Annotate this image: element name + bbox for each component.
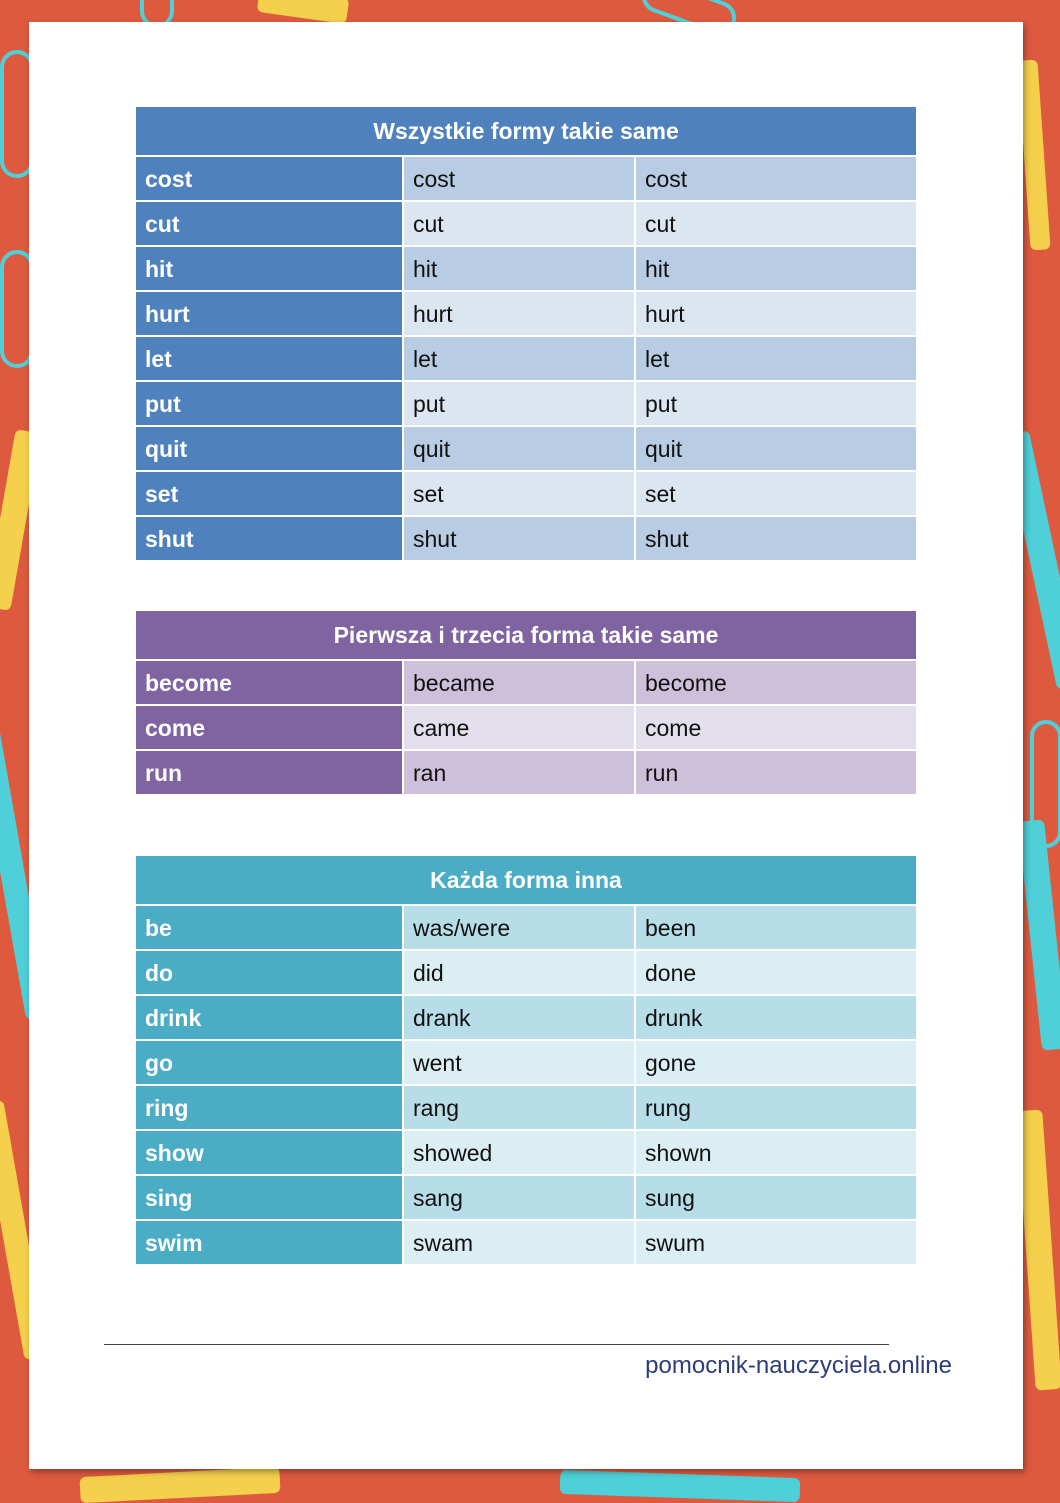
past-simple-cell: rang: [403, 1085, 635, 1130]
base-form-cell: go: [136, 1040, 403, 1085]
table-row: [136, 246, 916, 291]
table-row: [136, 1130, 916, 1175]
base-form-cell: swim: [136, 1220, 403, 1265]
past-simple-cell: swam: [403, 1220, 635, 1265]
past-simple-cell: did: [403, 950, 635, 995]
table-row: [136, 201, 916, 246]
base-form-cell: come: [136, 705, 403, 750]
verb-table-first-third-same: [136, 611, 916, 796]
base-form-cell: run: [136, 750, 403, 795]
base-form-cell: cost: [136, 156, 403, 201]
base-form-cell: drink: [136, 995, 403, 1040]
base-form-cell: let: [136, 336, 403, 381]
past-simple-cell: let: [403, 336, 635, 381]
past-participle-cell: quit: [635, 426, 916, 471]
past-participle-cell: gone: [635, 1040, 916, 1085]
table-title: Każda forma inna: [136, 856, 916, 905]
worksheet-page: [29, 22, 1023, 1469]
paperclip-decoration: [1030, 720, 1060, 848]
past-participle-cell: sung: [635, 1175, 916, 1220]
table-row: [136, 381, 916, 426]
past-simple-cell: drank: [403, 995, 635, 1040]
base-form-cell: put: [136, 381, 403, 426]
base-form-cell: set: [136, 471, 403, 516]
pencil-decoration: [560, 1470, 801, 1502]
past-participle-cell: set: [635, 471, 916, 516]
table-row: [136, 1175, 916, 1220]
verb-table-all-different: [136, 856, 916, 1266]
table-row: [136, 660, 916, 705]
past-participle-cell: hurt: [635, 291, 916, 336]
footer-website: pomocnik-nauczyciela.online: [645, 1352, 952, 1379]
past-simple-cell: quit: [403, 426, 635, 471]
pencil-decoration: [79, 1467, 280, 1503]
past-participle-cell: let: [635, 336, 916, 381]
table-row: [136, 426, 916, 471]
past-participle-cell: shown: [635, 1130, 916, 1175]
past-participle-cell: put: [635, 381, 916, 426]
table-row: [136, 516, 916, 561]
table-row: [136, 950, 916, 995]
past-participle-cell: hit: [635, 246, 916, 291]
past-participle-cell: shut: [635, 516, 916, 561]
base-form-cell: be: [136, 905, 403, 950]
footer-divider: [104, 1344, 889, 1345]
past-simple-cell: set: [403, 471, 635, 516]
past-simple-cell: hit: [403, 246, 635, 291]
past-participle-cell: become: [635, 660, 916, 705]
table-row: [136, 336, 916, 381]
past-simple-cell: ran: [403, 750, 635, 795]
table-row: [136, 156, 916, 201]
past-simple-cell: cut: [403, 201, 635, 246]
base-form-cell: show: [136, 1130, 403, 1175]
past-participle-cell: swum: [635, 1220, 916, 1265]
table-title: Pierwsza i trzecia forma takie same: [136, 611, 916, 660]
past-participle-cell: run: [635, 750, 916, 795]
base-form-cell: sing: [136, 1175, 403, 1220]
past-simple-cell: became: [403, 660, 635, 705]
base-form-cell: do: [136, 950, 403, 995]
past-participle-cell: been: [635, 905, 916, 950]
past-simple-cell: sang: [403, 1175, 635, 1220]
table-row: [136, 1220, 916, 1265]
table-row: [136, 291, 916, 336]
base-form-cell: ring: [136, 1085, 403, 1130]
past-participle-cell: drunk: [635, 995, 916, 1040]
past-participle-cell: cost: [635, 156, 916, 201]
verb-table-all-same: [136, 107, 916, 562]
table-row: [136, 705, 916, 750]
table-row: [136, 1085, 916, 1130]
past-simple-cell: went: [403, 1040, 635, 1085]
past-simple-cell: put: [403, 381, 635, 426]
base-form-cell: hurt: [136, 291, 403, 336]
past-participle-cell: rung: [635, 1085, 916, 1130]
table-title: Wszystkie formy takie same: [136, 107, 916, 156]
base-form-cell: hit: [136, 246, 403, 291]
base-form-cell: become: [136, 660, 403, 705]
base-form-cell: cut: [136, 201, 403, 246]
past-participle-cell: come: [635, 705, 916, 750]
table-row: [136, 471, 916, 516]
past-simple-cell: cost: [403, 156, 635, 201]
past-simple-cell: was/were: [403, 905, 635, 950]
past-simple-cell: hurt: [403, 291, 635, 336]
base-form-cell: shut: [136, 516, 403, 561]
base-form-cell: quit: [136, 426, 403, 471]
past-simple-cell: came: [403, 705, 635, 750]
table-row: [136, 1040, 916, 1085]
table-row: [136, 905, 916, 950]
past-simple-cell: shut: [403, 516, 635, 561]
pencil-decoration: [257, 0, 350, 24]
table-row: [136, 750, 916, 795]
table-row: [136, 995, 916, 1040]
past-participle-cell: cut: [635, 201, 916, 246]
pencil-decoration: [1018, 819, 1060, 1050]
past-participle-cell: done: [635, 950, 916, 995]
past-simple-cell: showed: [403, 1130, 635, 1175]
